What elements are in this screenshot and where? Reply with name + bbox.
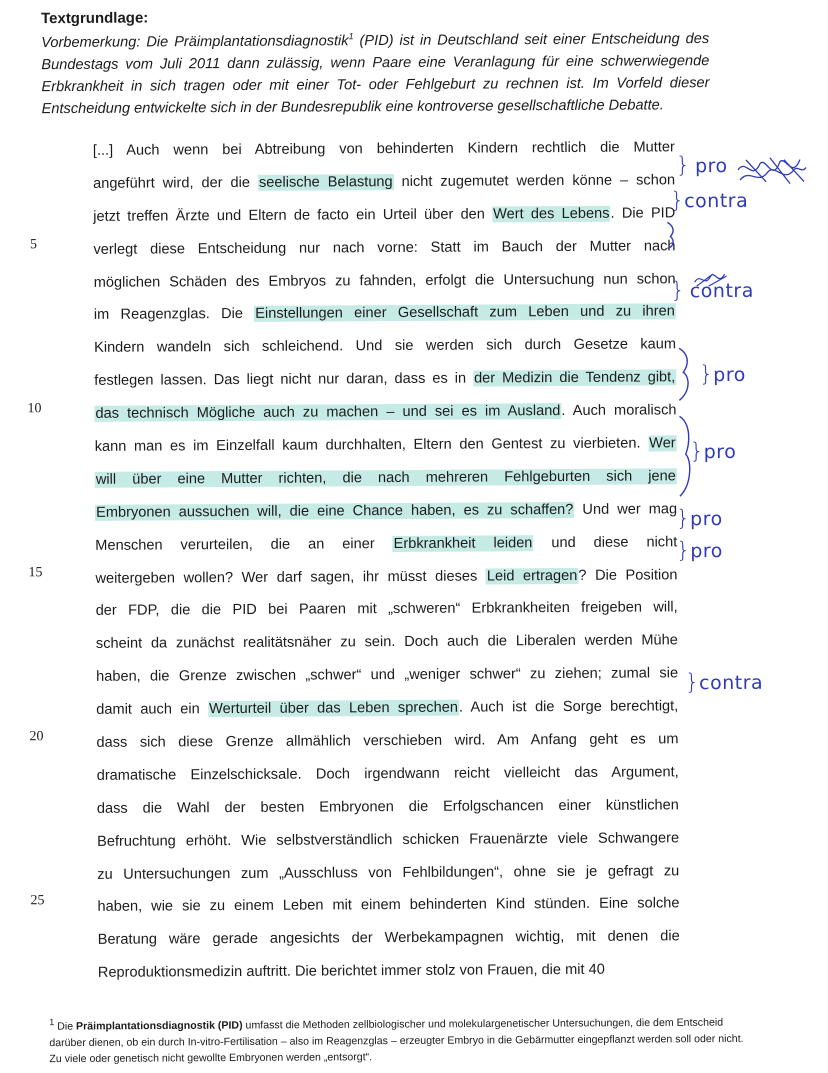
line-number-15: 15 (28, 565, 43, 581)
text-segment: Kindern wandeln sich schleichend. Und sie werden sich durch Gesetze kaum (94, 336, 677, 357)
text-line (94, 263, 676, 299)
text-segment: . Auch moralisch (561, 402, 677, 420)
footnote-text: umfasst die Methoden zellbiologischer und molekulargenetischer Untersuchungen, die dem Entscheid darüber dienen, ob ein durch In-vitro-Fertilisation – also im Reagenzglas – erzeugter Embryo in die Gebärmutter eingepflanzt werden soll oder nicht. Zu viele oder genetisch nicht gewollte Embryonen werden „entsorgt“. (49, 1016, 744, 1065)
crossed-out-scribble (736, 154, 808, 188)
brace-scribble (664, 220, 678, 250)
text-segment: [...] Auch wenn bei Abtreibung von behinderten Kindern rechtlich die Mutter (92, 139, 675, 159)
text-line (96, 625, 678, 661)
text-line (96, 592, 678, 628)
text-segment: verlegt diese Entscheidung nur nach vorne: Statt im Bauch der Mutter nach (93, 237, 676, 258)
text-segment: Befruchtung erhöht. Wie selbstverständlich schicken Frauenärzte viele Schwangere (97, 830, 680, 850)
text-line (95, 526, 677, 562)
text-line (97, 789, 679, 825)
brace-mark: } (676, 538, 691, 564)
text-segment: der FDP, die die PID bei Paaren mit „schweren“ Erbkrankheiten freigeben will, (95, 599, 678, 620)
highlighted-phrase: Einstellungen einer Gesellschaft zum Leben und zu ihren (255, 303, 675, 323)
text-segment: . Die PID (610, 205, 676, 222)
line-number-20: 20 (29, 729, 44, 745)
text-segment: möglichen Schäden des Embryos zu fahnden, erfolgt die Untersuchung nun schon (93, 270, 676, 291)
text-segment: und diese nicht (533, 533, 678, 551)
text-segment: damit auch ein (96, 701, 209, 718)
text-segment: haben, wie sie zu einem Leben mit einem behinderten Kind stünden. Eine solche (97, 895, 680, 916)
footnote-number: 1 (49, 1017, 55, 1028)
highlighted-phrase: will über eine Mutter richten, die nach mehreren Fehlgeburten sich jene (95, 468, 676, 488)
text-segment: Beratung wäre gerade angesichts der Werbekampagnen wichtig, mit denen die (97, 928, 680, 949)
text-line (94, 296, 676, 332)
footnote (49, 1010, 749, 1067)
text-segment: dramatische Einzelschicksale. Doch irgendwann reicht vielleicht das Argument, (96, 764, 679, 784)
text-line (97, 756, 679, 792)
brace-mark: } (670, 188, 685, 214)
text-line (97, 855, 679, 891)
text-segment: kann man es im Einzelfall kaum durchhalten, Eltern den Gentest zu vierbieten. (94, 435, 649, 455)
footnote-marker: 1 (348, 31, 354, 42)
brace-mark: } (676, 506, 691, 532)
line-number-5: 5 (29, 237, 37, 253)
text-segment: jetzt treffen Ärzte und Eltern de facto ein Urteil über den (93, 206, 493, 225)
highlighted-phrase: Embryonen aussuchen will, die eine Chance haben, es zu schaffen? (96, 501, 574, 521)
highlighted-phrase: Wert des Lebens (493, 205, 610, 223)
annotation-contra-3 (685, 670, 763, 695)
line-number-10: 10 (27, 401, 42, 417)
annotation-word: pro (713, 363, 746, 387)
text-segment: scheint da zunächst realitätsnäher zu sein. Doch auch die Liberalen werden Mühe (95, 632, 678, 653)
brace-mark: } (670, 278, 685, 304)
text-heading: Textgrundlage: (41, 9, 149, 28)
highlighted-phrase: Werturteil über das Leben sprechen (209, 699, 458, 718)
text-segment: nicht zugemutet werden könne – schon (393, 172, 676, 190)
annotation-word: pro (690, 540, 723, 563)
highlighted-phrase: das technisch Mögliche auch zu machen – und sei es im Ausland (95, 403, 561, 422)
text-line (95, 460, 677, 496)
footnote-prefix: Die (54, 1020, 77, 1033)
text-line (93, 230, 675, 266)
text-line (96, 690, 678, 726)
text-line (93, 197, 675, 233)
line-number-25: 25 (30, 893, 45, 909)
annotation-pro-2 (699, 362, 746, 387)
text-segment: dass die Wahl der besten Embryonen die Erfolgschancen einer künstlichen (96, 797, 679, 817)
text-segment: zu Untersuchungen zum „Ausschluss von Fehlbildungen“, ohne sie je gefragt zu (97, 862, 680, 883)
text-segment: im Reagenzglas. Die (93, 306, 255, 324)
highlighted-phrase: Erbkrankheit leiden (393, 534, 533, 552)
highlighted-phrase: Wer (649, 435, 676, 452)
text-segment: Menschen verurteilen, die an einer (95, 535, 393, 554)
footnote-term: Präimplantationsdiagnostik (PID) (75, 1019, 243, 1033)
annotation-contra-2 (671, 278, 754, 304)
text-segment: dass sich diese Grenze allmählich verschieben wird. Am Anfang geht es um (96, 731, 679, 751)
text-line (93, 164, 675, 200)
text-segment: Reproduktionsmedizin auftritt. Die berichtet immer stolz von Frauen, die mit 40 (97, 962, 605, 982)
text-segment: Und wer mag (574, 501, 678, 518)
brace-scribble (675, 346, 697, 402)
text-segment: haben, die Grenze zwischen „schwer“ und „weniger schwer“ zu ziehen; zumal sie (96, 665, 679, 686)
highlighted-phrase: Leid ertragen (486, 567, 578, 585)
highlighted-phrase: seelische Belastung (258, 173, 393, 191)
text-line (95, 559, 677, 595)
annotation-word: pro (703, 440, 737, 464)
highlighted-phrase: der Medizin die Tendenz gibt, (473, 369, 676, 387)
text-line (96, 658, 678, 694)
text-line (95, 493, 677, 529)
annotation-pro-3 (690, 439, 737, 464)
annotation-pro-5 (676, 538, 723, 563)
main-text (93, 131, 680, 990)
annotation-word: pro (690, 508, 723, 531)
annotation-pro-1 (676, 153, 728, 178)
annotation-word: contra (684, 189, 749, 213)
brace-mark: } (689, 439, 704, 465)
annotation-word: pro (694, 154, 728, 178)
text-line (94, 329, 676, 365)
text-line (96, 723, 678, 759)
text-line (97, 888, 679, 924)
intro-text-rest: (PID) ist in Deutschland seit einer Entscheidung des Bundestags vom Juli 2011 dann zulässig, wenn Paare eine Veranlagung für eine schwerwiegende Erbkrankheit in sich tragen oder mit einer Tot- oder Fehlgeburt zu rechnen ist. Im Vorfeld dieser Entscheidung entwickelte sich in der Bundesrepublik eine kontroverse gesellschaftliche Debatte. (41, 30, 710, 118)
annotation-word: contra (699, 671, 764, 695)
text-line (98, 921, 680, 957)
text-line (95, 427, 677, 463)
text-line (94, 394, 676, 430)
text-line (98, 954, 680, 990)
brace-mark: } (675, 153, 691, 179)
annotation-contra-1 (670, 188, 748, 213)
annotation-pro-4 (676, 506, 723, 531)
text-segment: weitergeben wollen? Wer darf sagen, ihr müsst dieses (95, 568, 486, 587)
text-segment: angeführt wird, der die (93, 174, 258, 192)
brace-mark: } (699, 362, 714, 388)
text-line (94, 362, 676, 398)
annotation-word: contra (689, 279, 754, 303)
brace-mark: } (685, 670, 700, 696)
text-segment: . Auch ist die Sorge berechtigt, (458, 698, 679, 716)
text-line (93, 131, 675, 167)
intro-text-start: Vorbemerkung: Die Präimplantationsdiagnostik (41, 33, 349, 52)
intro-paragraph (41, 23, 710, 120)
text-segment: festlegen lassen. Das liegt nicht nur daran, dass es in (94, 370, 474, 390)
text-segment: ? Die Position (578, 566, 678, 584)
text-line (97, 822, 679, 858)
